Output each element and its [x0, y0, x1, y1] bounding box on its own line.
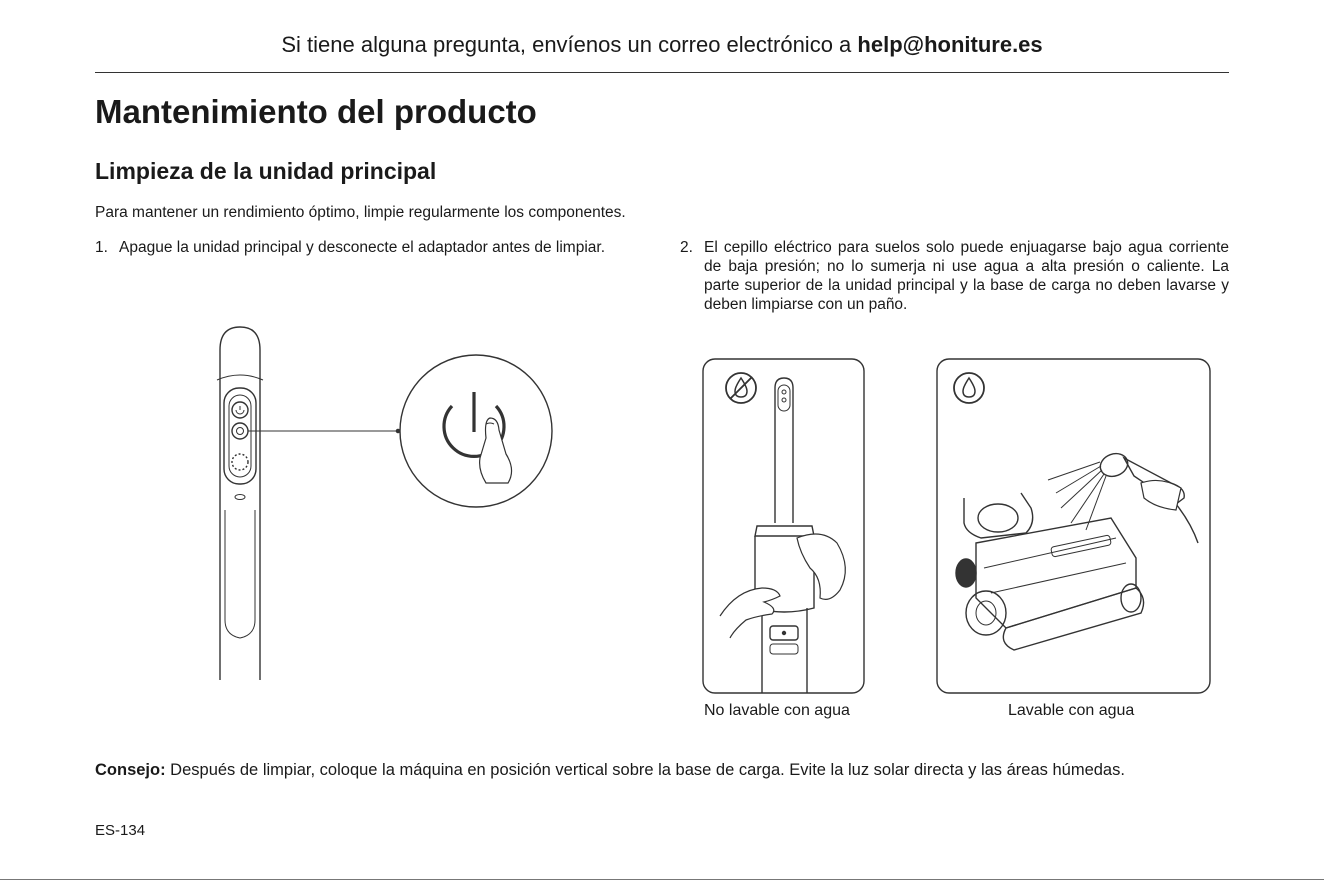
tip-text: Después de limpiar, coloque la máquina en posición vertical sobre la base de carga. Evite la luz solar directa y las áreas húmedas.: [165, 761, 1125, 779]
support-email[interactable]: help@honiture.es: [857, 32, 1043, 57]
no-water-icon: [726, 373, 756, 403]
intro-text: Para mantener un rendimiento óptimo, limpie regularmente los componentes.: [95, 204, 626, 221]
step-text: Apague la unidad principal y desconecte el adaptador antes de limpiar.: [119, 239, 605, 256]
step-text: El cepillo eléctrico para suelos solo puede enjuagarse bajo agua corriente de baja presión; no lo sumerja ni use agua a alta presión o caliente. La parte superior de la unidad principal y la base de carga no deben lavarse y deben limpiarse con un paño.: [704, 239, 1229, 313]
washable-illustration: [936, 358, 1211, 694]
section-title: Limpieza de la unidad principal: [95, 158, 437, 184]
header-divider: [95, 72, 1229, 73]
tip-label: Consejo:: [95, 761, 166, 779]
bottom-divider: [0, 879, 1324, 880]
page-title: Mantenimiento del producto: [95, 93, 537, 130]
washable-caption: Lavable con agua: [1008, 702, 1135, 719]
header-text: Si tiene alguna pregunta, envíenos un correo electrónico a: [281, 32, 858, 57]
handle-power-illustration: [190, 320, 570, 680]
water-drop-icon: [954, 373, 984, 403]
tip-note: [95, 759, 1125, 781]
page-header: [95, 30, 1229, 60]
not-washable-caption: No lavable con agua: [704, 702, 850, 719]
not-washable-illustration: [702, 358, 865, 694]
page-number: ES-134: [95, 822, 146, 839]
step-number: 1.: [95, 239, 108, 256]
step-2: [680, 238, 1229, 314]
step-1: [95, 238, 645, 257]
step-number: 2.: [680, 239, 693, 256]
